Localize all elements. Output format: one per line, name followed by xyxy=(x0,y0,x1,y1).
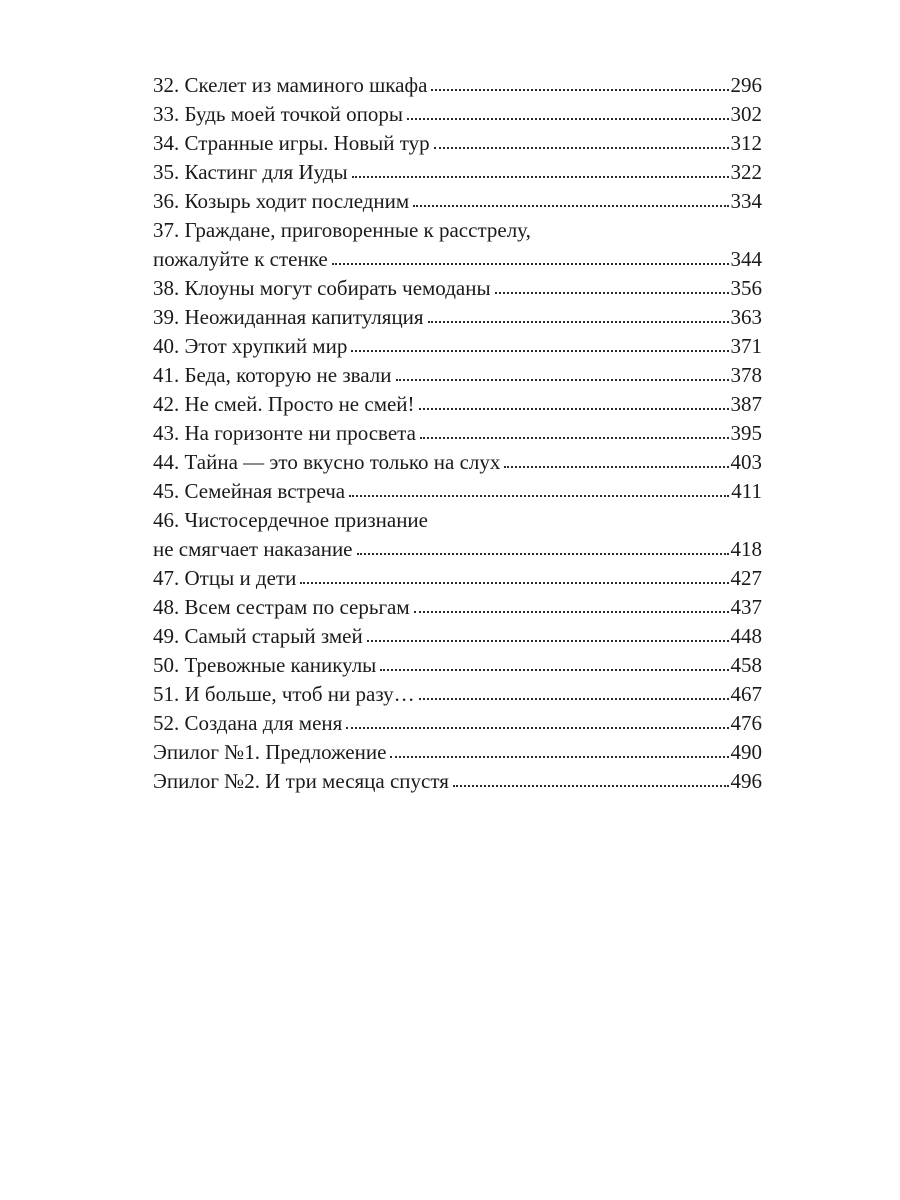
toc-entry-title: 50. Тревожные каникулы xyxy=(153,653,377,677)
toc-page-number: 395 xyxy=(730,421,762,445)
toc-entry-row xyxy=(153,390,762,419)
toc-entry-row xyxy=(153,100,762,129)
toc-entry-row xyxy=(153,274,762,303)
toc-page-number: 467 xyxy=(730,682,762,706)
toc-entry-title: 36. Козырь ходит последним xyxy=(153,189,410,213)
table-of-contents xyxy=(153,71,762,796)
dot-leader xyxy=(332,248,729,266)
dot-leader xyxy=(407,103,729,121)
toc-entry xyxy=(153,158,762,187)
toc-entry-row xyxy=(153,680,762,709)
dot-leader xyxy=(351,335,728,353)
toc-page-number: 302 xyxy=(730,102,762,126)
dot-leader xyxy=(352,161,729,179)
dot-leader xyxy=(413,190,728,208)
dot-leader xyxy=(300,567,728,585)
toc-entry xyxy=(153,303,762,332)
toc-entry xyxy=(153,274,762,303)
toc-entry-title: 48. Всем сестрам по серьгам xyxy=(153,595,410,619)
toc-page-number: 334 xyxy=(730,189,762,213)
toc-page-number: 490 xyxy=(730,740,762,764)
toc-entry-row xyxy=(153,361,762,390)
dot-leader xyxy=(396,364,729,382)
dot-leader xyxy=(349,480,729,498)
toc-entry-title: пожалуйте к стенке xyxy=(153,247,328,271)
toc-entry-title: 44. Тайна — это вкусно только на слух xyxy=(153,450,501,474)
toc-page-number: 411 xyxy=(731,479,762,503)
toc-entry-row xyxy=(153,535,762,564)
toc-entry-title: 32. Скелет из маминого шкафа xyxy=(153,73,428,97)
toc-page-number: 356 xyxy=(730,276,762,300)
toc-entry xyxy=(153,651,762,680)
toc-entry-title: Эпилог №1. Предложение xyxy=(153,740,387,764)
toc-entry-row xyxy=(153,622,762,651)
toc-entry-row xyxy=(153,651,762,680)
toc-entry xyxy=(153,419,762,448)
toc-entry-title-line: 37. Граждане, приговоренные к расстрелу, xyxy=(153,218,531,242)
toc-entry xyxy=(153,738,762,767)
toc-entry-row xyxy=(153,332,762,361)
toc-entry-row xyxy=(153,71,762,100)
dot-leader xyxy=(434,132,729,150)
toc-entry-title: 52. Создана для меня xyxy=(153,711,343,735)
dot-leader xyxy=(419,393,729,411)
toc-entry xyxy=(153,361,762,390)
toc-entry xyxy=(153,680,762,709)
toc-entry xyxy=(153,448,762,477)
toc-entry xyxy=(153,100,762,129)
toc-entry-row xyxy=(153,564,762,593)
dot-leader xyxy=(428,306,729,324)
dot-leader xyxy=(419,683,729,701)
toc-entry-title: 45. Семейная встреча xyxy=(153,479,346,503)
toc-entry-title: 39. Неожиданная капитуляция xyxy=(153,305,424,329)
dot-leader xyxy=(367,625,729,643)
toc-entry xyxy=(153,477,762,506)
toc-page-number: 448 xyxy=(730,624,762,648)
toc-page-number: 296 xyxy=(730,73,762,97)
toc-entry-title: Эпилог №2. И три месяца спустя xyxy=(153,769,449,793)
dot-leader xyxy=(380,654,728,672)
toc-entry-title: 40. Этот хрупкий мир xyxy=(153,334,348,358)
dot-leader xyxy=(420,422,729,440)
toc-entry-row xyxy=(153,419,762,448)
toc-entry-row xyxy=(153,738,762,767)
toc-entry-row xyxy=(153,303,762,332)
toc-entry xyxy=(153,767,762,796)
toc-page-number: 312 xyxy=(730,131,762,155)
toc-entry-title: 35. Кастинг для Иуды xyxy=(153,160,348,184)
dot-leader xyxy=(390,741,728,759)
toc-entry xyxy=(153,564,762,593)
toc-entry-row xyxy=(153,448,762,477)
dot-leader xyxy=(414,596,729,614)
toc-entry xyxy=(153,129,762,158)
toc-entry-title-line: 46. Чистосердечное признание xyxy=(153,508,428,532)
toc-entry-row xyxy=(153,709,762,738)
toc-entry-title: 43. На горизонте ни просвета xyxy=(153,421,416,445)
toc-page-number: 363 xyxy=(730,305,762,329)
toc-entry xyxy=(153,187,762,216)
toc-page-number: 496 xyxy=(730,769,762,793)
toc-page-number: 476 xyxy=(730,711,762,735)
toc-entry xyxy=(153,216,762,274)
toc-page-number: 371 xyxy=(730,334,762,358)
toc-page-number: 437 xyxy=(730,595,762,619)
toc-page-number: 458 xyxy=(730,653,762,677)
toc-entry-row xyxy=(153,129,762,158)
dot-leader xyxy=(453,770,729,788)
toc-entry-row xyxy=(153,593,762,622)
dot-leader xyxy=(357,538,729,556)
toc-entry-title: 34. Странные игры. Новый тур xyxy=(153,131,430,155)
toc-entry xyxy=(153,709,762,738)
toc-entry-title: 47. Отцы и дети xyxy=(153,566,297,590)
toc-entry-row xyxy=(153,158,762,187)
dot-leader xyxy=(346,712,728,730)
toc-entry-title: 41. Беда, которую не звали xyxy=(153,363,392,387)
toc-entry xyxy=(153,622,762,651)
toc-entry-row xyxy=(153,767,762,796)
toc-entry xyxy=(153,332,762,361)
toc-entry-title: не смягчает наказание xyxy=(153,537,353,561)
toc-entry xyxy=(153,506,762,564)
toc-entry-row xyxy=(153,245,762,274)
toc-page-number: 344 xyxy=(730,247,762,271)
dot-leader xyxy=(495,277,729,295)
dot-leader xyxy=(431,74,728,92)
toc-entry-title: 51. И больше, чтоб ни разу… xyxy=(153,682,415,706)
toc-page-number: 322 xyxy=(730,160,762,184)
dot-leader xyxy=(504,451,728,469)
toc-page-number: 418 xyxy=(730,537,762,561)
toc-entry-title: 42. Не смей. Просто не смей! xyxy=(153,392,415,416)
toc-entry xyxy=(153,593,762,622)
toc-entry-title: 33. Будь моей точкой опоры xyxy=(153,102,403,126)
toc-page-number: 387 xyxy=(730,392,762,416)
toc-entry-title: 49. Самый старый змей xyxy=(153,624,363,648)
toc-entry xyxy=(153,390,762,419)
toc-entry-row xyxy=(153,477,762,506)
toc-page-number: 427 xyxy=(730,566,762,590)
toc-entry-title: 38. Клоуны могут собирать чемоданы xyxy=(153,276,491,300)
toc-page-number: 403 xyxy=(730,450,762,474)
toc-entry-row xyxy=(153,187,762,216)
toc-entry xyxy=(153,71,762,100)
toc-page-number: 378 xyxy=(730,363,762,387)
